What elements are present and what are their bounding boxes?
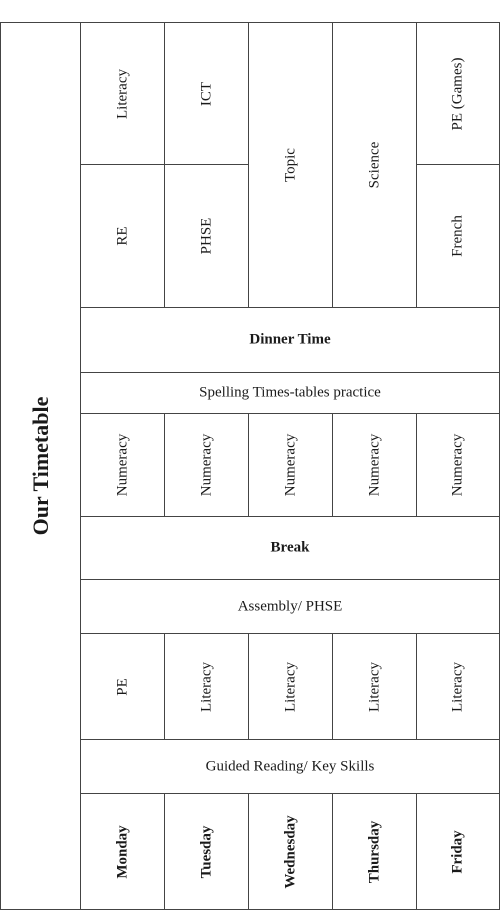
dinner-row — [80, 307, 500, 373]
day-header-friday — [416, 793, 500, 910]
afternoon-wednesday-topic — [248, 22, 333, 308]
afternoon-friday-pe-games-label: PE (Games) — [449, 57, 466, 130]
lesson-1-wednesday-label: Literacy — [282, 661, 298, 712]
afternoon-thursday-science-label: Science — [366, 141, 382, 189]
lesson-2-tuesday-label: Numeracy — [198, 433, 214, 497]
day-label-monday: Monday — [114, 824, 130, 879]
lesson-1-tuesday — [164, 633, 249, 740]
day-label-tuesday: Tuesday — [198, 825, 214, 878]
lesson-2-thursday-label: Numeracy — [366, 433, 382, 497]
afternoon-thursday-science — [332, 22, 417, 308]
day-header-wednesday — [248, 793, 333, 910]
guided-reading-row — [80, 739, 500, 794]
lesson-1-thursday — [332, 633, 417, 740]
lesson-1-friday-label: Literacy — [449, 661, 466, 712]
lesson-2-tuesday — [164, 413, 249, 517]
lesson-2-monday — [80, 413, 165, 517]
day-label-wednesday: Wednesday — [282, 814, 298, 889]
page-title: Our Timetable — [27, 396, 53, 536]
day-header-monday — [80, 793, 165, 910]
afternoon-monday-re-label: RE — [114, 226, 130, 246]
afternoon-tuesday-ict — [164, 22, 249, 165]
break-label: Break — [270, 539, 310, 556]
afternoon-monday-literacy — [80, 22, 165, 165]
lesson-1-wednesday — [248, 633, 333, 740]
lesson-1-tuesday-label: Literacy — [198, 661, 214, 712]
title-cell — [0, 22, 81, 910]
day-header-tuesday — [164, 793, 249, 910]
afternoon-monday-literacy-label: Literacy — [114, 68, 130, 119]
afternoon-friday-french — [416, 164, 500, 308]
lesson-1-friday — [416, 633, 500, 740]
day-label-friday: Friday — [449, 829, 466, 874]
afternoon-tuesday-phse-label: PHSE — [198, 217, 214, 255]
day-header-thursday — [332, 793, 417, 910]
assembly-row — [80, 579, 500, 634]
lesson-2-friday — [416, 413, 500, 517]
lesson-2-monday-label: Numeracy — [114, 433, 130, 497]
lesson-2-wednesday — [248, 413, 333, 517]
spelling-row — [80, 372, 500, 414]
spelling-label: Spelling Times-tables practice — [199, 384, 381, 401]
guided-reading-label: Guided Reading/ Key Skills — [205, 758, 375, 774]
afternoon-wednesday-topic-label: Topic — [282, 148, 298, 182]
lesson-2-wednesday-label: Numeracy — [282, 433, 298, 497]
afternoon-monday-re — [80, 164, 165, 308]
lesson-2-friday-label: Numeracy — [449, 433, 466, 497]
afternoon-tuesday-phse — [164, 164, 249, 308]
lesson-1-thursday-label: Literacy — [366, 661, 382, 712]
afternoon-tuesday-ict-label: ICT — [198, 81, 214, 106]
assembly-label: Assembly/ PHSE — [237, 598, 343, 614]
break-row — [80, 516, 500, 580]
lesson-1-monday-label: PE — [114, 677, 130, 696]
lesson-2-thursday — [332, 413, 417, 517]
afternoon-friday-french-label: French — [449, 215, 466, 257]
afternoon-friday-pe-games — [416, 22, 500, 165]
lesson-1-monday — [80, 633, 165, 740]
dinner-label: Dinner Time — [249, 331, 331, 348]
day-label-thursday: Thursday — [366, 820, 382, 883]
